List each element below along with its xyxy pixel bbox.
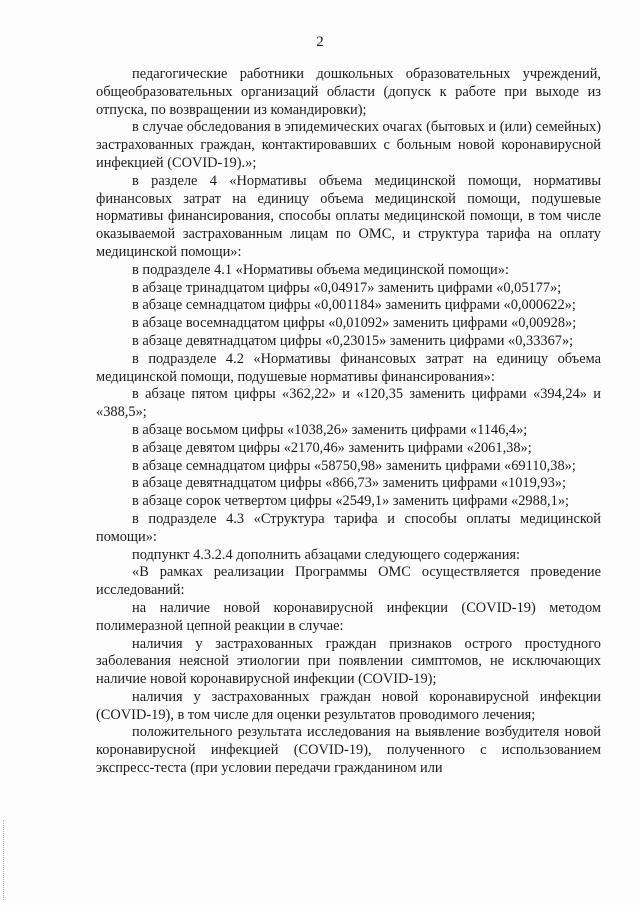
paragraph: в случае обследования в эпидемических очагах (бытовых и (или) семейных) застрахованных граждан, контактировавших с больным новой коронавирусной инфекцией (COVID-19).»; — [96, 119, 601, 171]
paragraph: в абзаце девятнадцатом цифры «866,73» заменить цифрами «1019,93»; — [132, 475, 566, 492]
paragraph: в подразделе 4.1 «Нормативы объема медицинской помощи»: — [132, 261, 509, 278]
paragraph: положительного результата исследования на выявление возбудителя новой коронавирусной инфекцией (COVID-19), полученного с использованием экспресс-теста (при условии передачи гражданином или — [96, 724, 601, 777]
paragraph: в абзаце семнадцатом цифры «0,001184» заменить цифрами «0,000622»; — [132, 297, 576, 314]
paragraph: подпункт 4.3.2.4 дополнить абзацами следующего содержания: — [132, 546, 521, 563]
paragraph: «В рамках реализации Программы ОМС осуществляется проведение исследований: — [96, 564, 601, 599]
paragraph: в абзаце сорок четвертом цифры «2549,1» заменить цифрами «2988,1»; — [132, 493, 570, 510]
paragraph: в абзаце тринадцатом цифры «0,04917» заменить цифрами «0,05177»; — [132, 279, 562, 296]
scan-edge-mark — [3, 820, 5, 900]
paragraph: наличия у застрахованных граждан признаков острого простудного заболевания неясной этиологии при появлении симптомов, не исключающих наличие новой коронавирусной инфекции (COVID-19); — [96, 635, 601, 688]
page-number: 2 — [316, 34, 324, 50]
paragraph: в разделе 4 «Нормативы объема медицинской помощи, нормативы финансовых затрат на единицу объема медицинской помощи, подушевые нормативы финансирования, способы оплаты медицинской помощи, в том числе оказываемой застрахованным лицам по ОМС, и структура тарифа на оплату медицинской помощи»: — [96, 172, 601, 260]
paragraph: педагогические работники дошкольных образовательных учреждений, общеобразовательных организаций области (допуск к работе при выходе из отпуска, по возвращении из командировки); — [96, 66, 601, 118]
paragraph: в абзаце семнадцатом цифры «58750,98» заменить цифрами «69110,38»; — [132, 457, 576, 474]
paragraph: в абзаце девятнадцатом цифры «0,23015» заменить цифрами «0,33367»; — [132, 332, 574, 349]
paragraph: в подразделе 4.3 «Структура тарифа и способы оплаты медицинской помощи»: — [96, 510, 601, 545]
paragraph: наличия у застрахованных граждан новой коронавирусной инфекции (COVID-19), в том числе для оценки результатов проводимого лечения; — [96, 688, 601, 723]
paragraph: в абзаце девятом цифры «2170,46» заменить цифрами «2061,38»; — [132, 439, 532, 456]
paragraph: в подразделе 4.2 «Нормативы финансовых затрат на единицу объема медицинской помощи, подушевые нормативы финансирования»: — [96, 350, 601, 385]
paragraph: на наличие новой коронавирусной инфекции (COVID-19) методом полимеразной цепной реакции в случае: — [96, 599, 601, 634]
document-body — [96, 66, 601, 778]
paragraph: в абзаце восьмом цифры «1038,26» заменить цифрами «1146,4»; — [132, 421, 528, 438]
paragraph: в абзаце восемнадцатом цифры «0,01092» заменить цифрами «0,00928»; — [132, 315, 577, 332]
paragraph: в абзаце пятом цифры «362,22» и «120,35 заменить цифрами «394,24» и «388,5»; — [96, 386, 601, 421]
